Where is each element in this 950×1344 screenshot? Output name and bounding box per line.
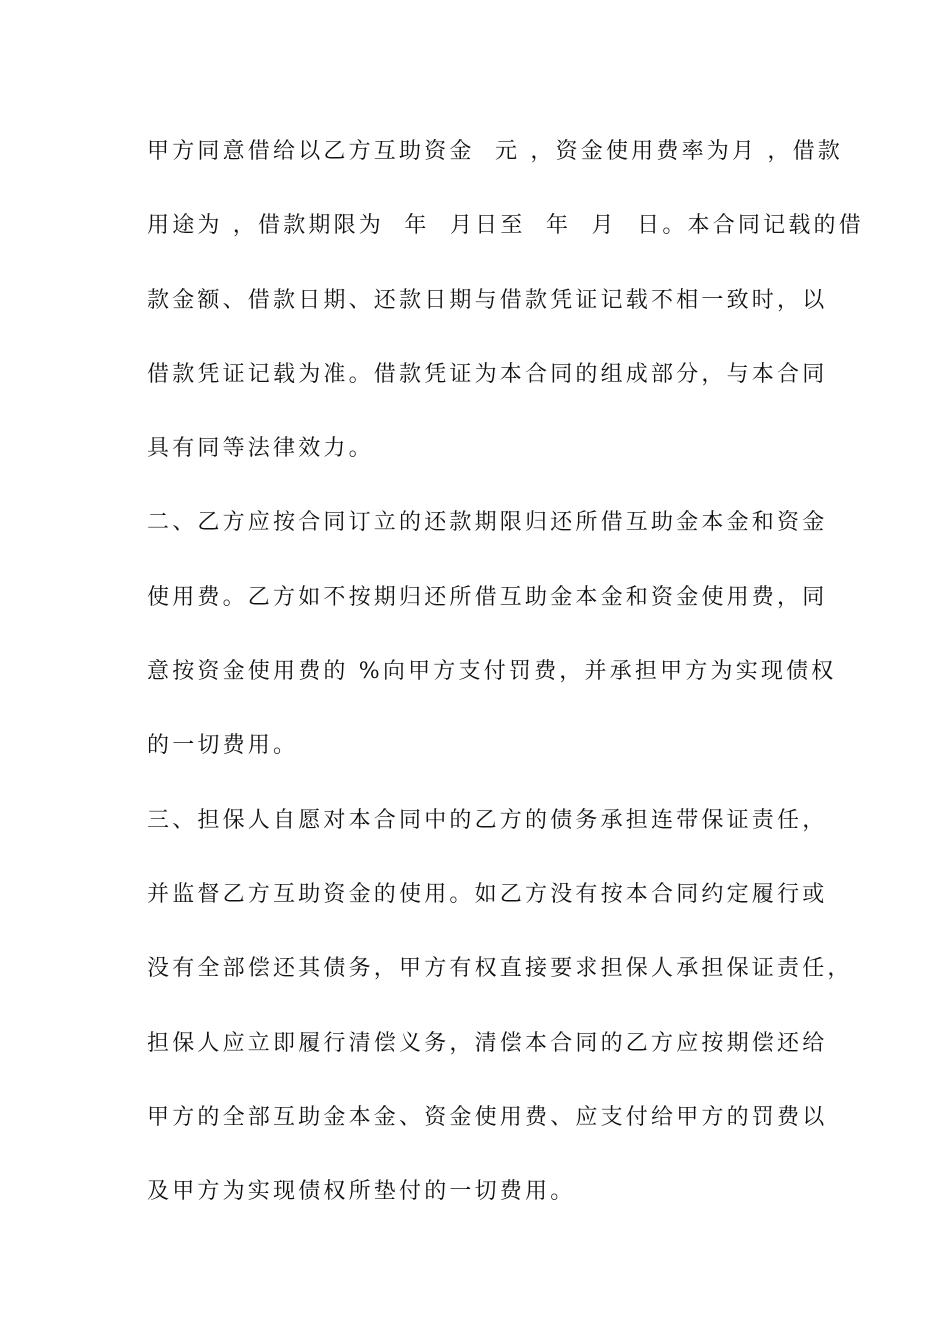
section-two-line: 二、乙方应按合同订立的还款期限归还所借互助金本金和资金 [147, 510, 828, 536]
text-line: 用途为 ，借款期限为 年 月日至 年 月 日。本合同记载的借 [147, 213, 864, 239]
text-line: 款金额、借款日期、还款日期与借款凭证记载不相一致时，以 [147, 287, 828, 313]
text-line: 意按资金使用费的 %向甲方支付罚费，并承担甲方为实现债权 [147, 659, 837, 685]
text-line: 甲方同意借给以乙方互助资金 元 ，资金使用费率为月 ，借款 [147, 139, 843, 164]
text-line: 及甲方为实现债权所垫付的一切费用。 [147, 1179, 576, 1205]
text-line: 使用费。乙方如不按期归还所借互助金本金和资金使用费，同 [147, 584, 828, 610]
section-three-line: 三、担保人自愿对本合同中的乙方的债务承担连带保证责任， [147, 807, 828, 833]
contract-text [147, 132, 864, 1246]
text-line: 甲方的全部互助金本金、资金使用费、应支付给甲方的罚费以 [147, 1104, 828, 1130]
text-line: 并监督乙方互助资金的使用。如乙方没有按本合同约定履行或 [147, 881, 828, 907]
text-line: 借款凭证记载为准。借款凭证为本合同的组成部分，与本合同 [147, 361, 828, 387]
text-line: 担保人应立即履行清偿义务，清偿本合同的乙方应按期偿还给 [147, 1030, 828, 1056]
text-line: 的一切费用。 [147, 733, 299, 759]
text-line: 没有全部偿还其债务，甲方有权直接要求担保人承担保证责任， [147, 956, 853, 982]
text-line: 具有同等法律效力。 [147, 436, 374, 462]
